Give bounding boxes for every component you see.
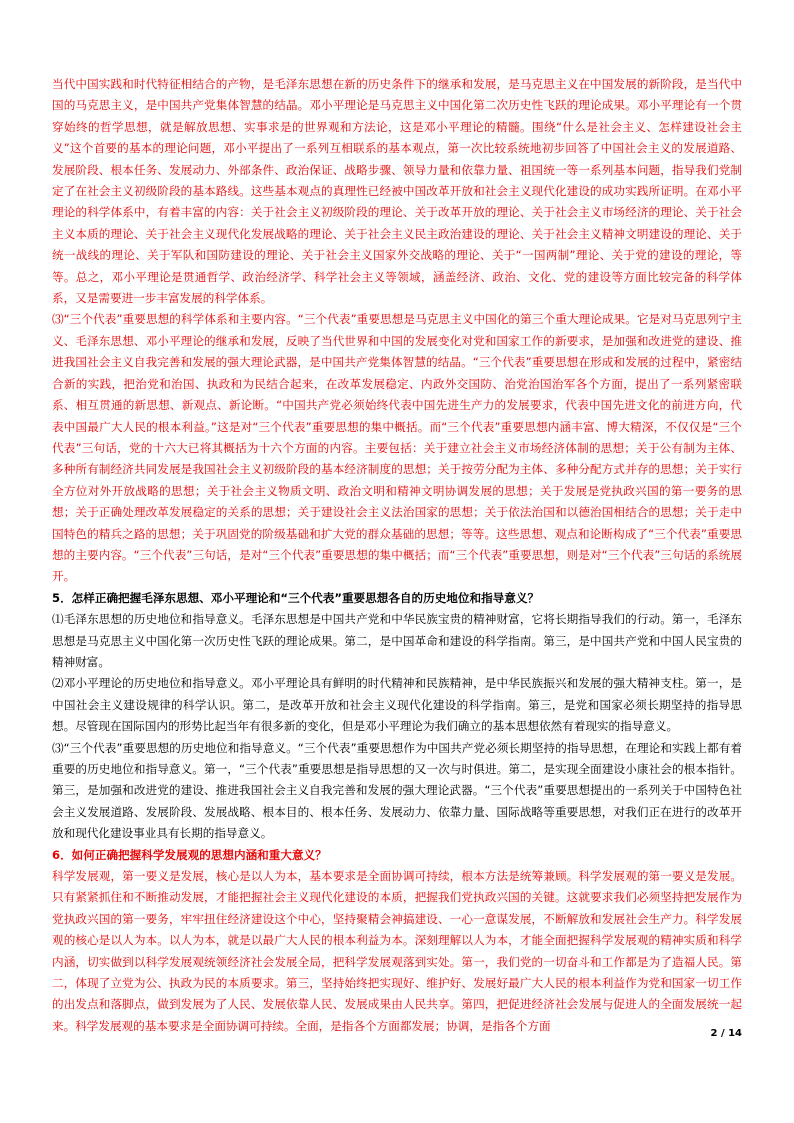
paragraph-scientific-development: 科学发展观，第一要义是发展，核心是以人为本，基本要求是全面协调可持续，根本方法是统筹兼顾。科学发展观的第一要义是发展。只有紧紧抓住和不断推动发展，才能把握社会主义现代化建设的本质，把握我们党执政兴国的关键。这就要求我们必须坚持把发展作为党执政兴国的第一要务，牢牢扭住经济建设这个中心，坚持聚精会神搞建设、一心一意谋发展，不断解放和发展社会生产力。科学发展观的核心是以人为本。以人为本，就是以最广大人民的根本利益为本。深刻理解以人为本，才能全面把握科学发展观的精神实质和科学内涵，切实做到以科学发展观统领经济社会发展全局，把科学发展观落到实处。第一，我们党的一切奋斗和工作都是为了造福人民。第二，体现了立党为公、执政为民的本质要求。第三，坚持始终把实现好、维护好、发展好最广大人民的根本利益作为党和国家一切工作的出发点和落脚点，做到发展为了人民、发展依靠人民、发展成果由人民共享。第四，把促进经济社会发展与促进人的全面发展统一起来。科学发展观的基本要求是全面协调可持续。全面，是指各个方面都发展；协调，是指各个方面 xyxy=(52,869,742,1033)
paragraph-deng-theory: 当代中国实践和时代特征相结合的产物，是毛泽东思想在新的历史条件下的继承和发展，是马克思主义在中国发展的新阶段，是当代中国的马克思主义，是中国共产党集体智慧的结晶。邓小平理论是马克思主义中国化第二次历史性飞跃的理论成果。邓小平理论有一个贯穿始终的哲学思想，就是解放思想、实事求是的世界观和方法论，这是邓小平理论的精髓。围绕“什么是社会主义、怎样建设社会主义”这个首要的基本的理论问题，邓小平提出了一系列互相联系的基本观点，第一次比较系统地初步回答了中国社会主义的发展道路、发展阶段、根本任务、发展动力、外部条件、政治保证、战略步骤、领导力量和依靠力量、祖国统一等一系列基本问题，指导我们党制定了在社会主义初级阶段的基本路线。这些基本观点的真理性已经被中国改革开放和社会主义现代化建设的成功实践所证明。在邓小平理论的科学体系中，有着丰富的内容：关于社会主义初级阶段的理论、关于改革开放的理论、关于社会主义市场经济的理论、关于社会主义本质的理论、关于社会主义现代化发展战略的理论、关于社会主义民主政治建设的理论、关于社会主义精神文明建设的理论、关于统一战线的理论、关于军队和国防建设的理论、关于社会主义国家外交战略的理论、关于“一国两制”理论、关于党的建设的理论，等等。总之，邓小平理论是贯通哲学、政治经济学、科学社会主义等领域，涵盖经济、政治、文化、党的建设等方面比较完备的科学体系，又是需要进一步丰富发展的科学体系。 xyxy=(52,77,742,306)
question-5-heading: 5．怎样正确把握毛泽东思想、邓小平理论和“三个代表”重要思想各自的历史地位和指导意义？ xyxy=(52,590,540,605)
paragraph-mao-significance: ⑴毛泽东思想的历史地位和指导意义。毛泽东思想是中国共产党和中华民族宝贵的精神财富，它将长期指导我们的行动。第一，毛泽东思想是马克思主义中国化第一次历史性飞跃的理论成果。第二，是中国革命和建设的科学指南。第三，是中国共产党和中国人民宝贵的精神财富。 xyxy=(52,612,742,669)
paragraph-three-represents: ⑶“三个代表”重要思想的科学体系和主要内容。“三个代表”重要思想是马克思主义中国化的第三个重大理论成果。它是对马克思列宁主义、毛泽东思想、邓小平理论的继承和发展，反映了当代世界和中国的发展变化对党和国家工作的新要求，是加强和改进党的建设、推进我国社会主义自我完善和发展的强大理论武器，是中国共产党集体智慧的结晶。“三个代表”重要思想在形成和发展的过程中，紧密结合新的实践，把治党和治国、执政和为民结合起来，在改革发展稳定、内政外交国防、治党治国治军各个方面，提出了一系列紧密联系、相互贯通的新思想、新观点、新论断。“中国共产党必须始终代表中国先进生产力的发展要求，代表中国先进文化的前进方向，代表中国最广大人民的根本利益。”这是对“三个代表”重要思想的集中概括。而“三个代表”重要思想内涵丰富、博大精深，不仅仅是“三个代表”三句话，党的十六大已将其概括为十六个方面的内容。主要包括：关于建立社会主义市场经济体制的思想；关于公有制为主体、多种所有制经济共同发展是我国社会主义初级阶段的基本经济制度的思想；关于按劳分配为主体、多种分配方式并存的思想；关于实行全方位对外开放战略的思想；关于社会主义物质文明、政治文明和精神文明协调发展的思想；关于发展是党执政兴国的第一要务的思想；关于正确处理改革发展稳定的关系的思想；关于建设社会主义法治国家的思想；关于依法治国和以德治国相结合的思想；关于走中国特色的精兵之路的思想；关于巩固党的阶级基础和扩大党的群众基础的思想；等等。这些思想、观点和论断构成了“三个代表”重要思想的主要内容。“三个代表”三句话，是对“三个代表”重要思想的集中概括；而“三个代表”重要思想，则是对“三个代表”三句话的系统展开。 xyxy=(52,312,742,584)
paragraph-deng-significance: ⑵邓小平理论的历史地位和指导意义。邓小平理论具有鲜明的时代精神和民族精神，是中华民族振兴和发展的强大精神支柱。第一，是中国社会主义建设规律的科学认识。第二，是改革开放和社会主义现代化建设的科学指南。第三，是党和国家必须长期坚持的指导思想。尽管现在国际国内的形势比起当年有很多新的变化，但是邓小平理论为我们确立的基本思想依然有着现实的指导意义。 xyxy=(52,676,742,734)
question-6-heading: 6．如何正确把握科学发展观的思想内涵和重大意义？ xyxy=(52,847,327,862)
page-number: 2 / 14 xyxy=(710,1028,742,1039)
paragraph-three-represents-significance: ⑶“三个代表”重要思想的历史地位和指导意义。“三个代表”重要思想作为中国共产党必须长期坚持的指导思想，在理论和实践上都有着重要的历史地位和指导意义。第一，“三个代表”重要思想是指导思想的又一次与时俱进。第二，是实现全面建设小康社会的根本指针。第三，是加强和改进党的建设、推进我国社会主义自我完善和发展的强大理论武器。“三个代表”重要思想提出的一系列关于中国特色社会主义发展道路、发展阶段、发展战略、根本目的、根本任务、发展动力、依靠力量、国际战略等重要思想，对我们正在进行的改革开放和现代化建设事业具有长期的指导意义。 xyxy=(52,740,742,841)
page-content xyxy=(52,74,742,1037)
